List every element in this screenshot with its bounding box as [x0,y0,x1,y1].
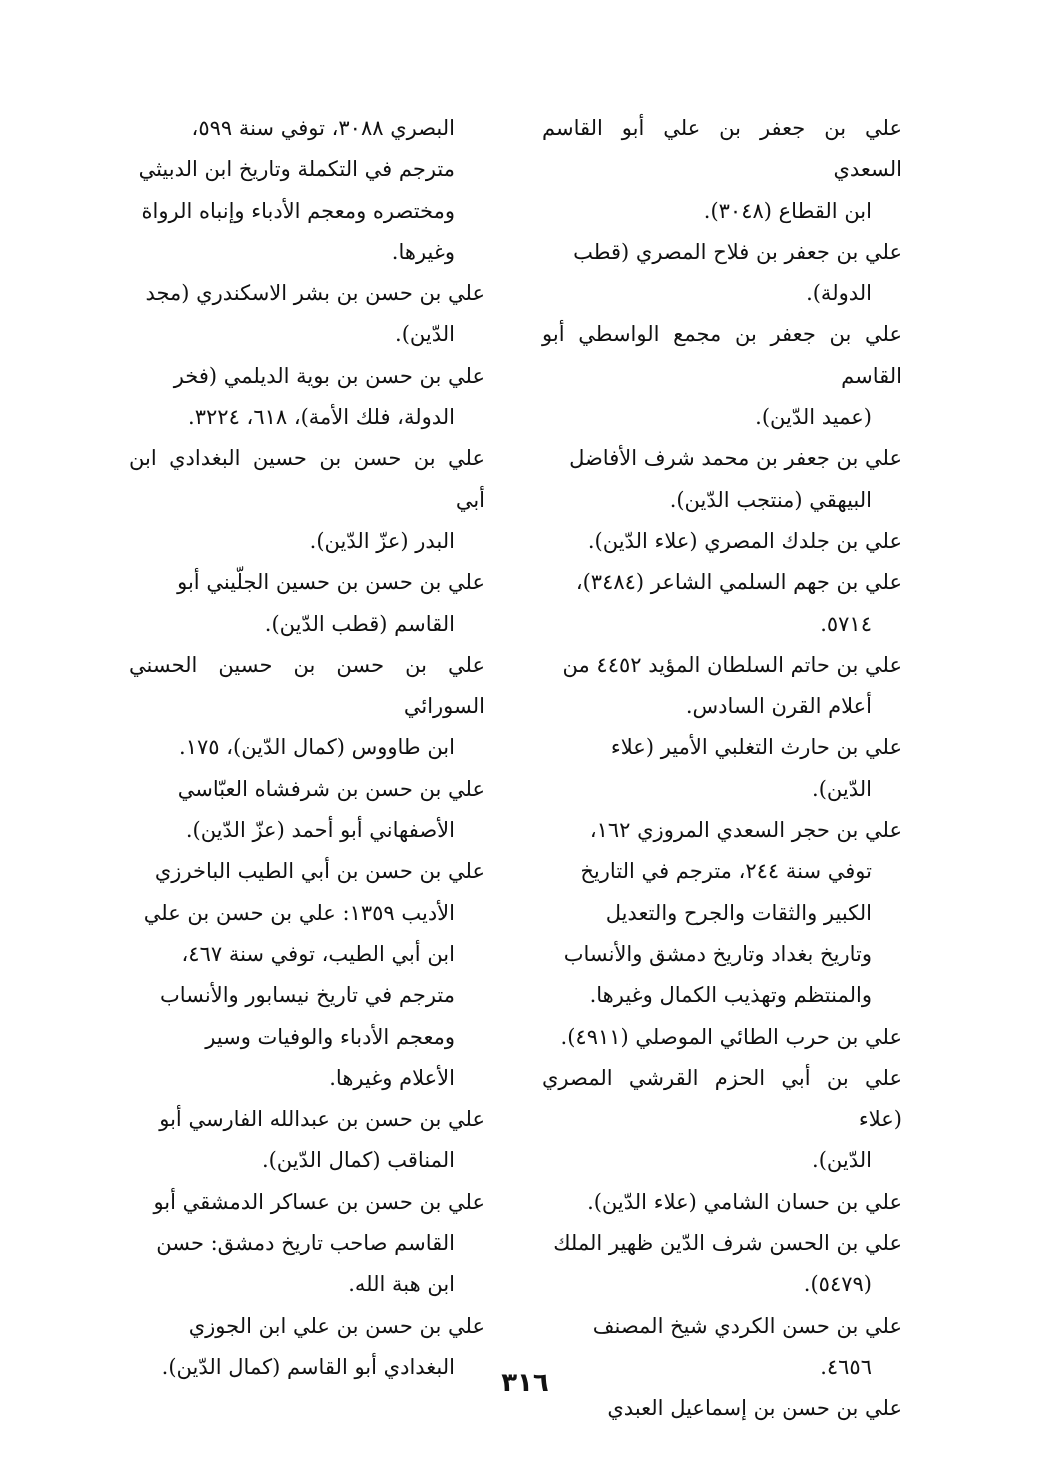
entry-continuation-line: الدّين). [395,322,455,347]
index-entry [542,727,902,810]
entry-continuation-line: (٥٤٧٩). [803,1272,872,1297]
entry-continuation-line: مترجم في تاريخ نيسابور والأنساب [159,983,455,1008]
entry-continuation-line: القاسم صاحب تاريخ دمشق: حسن [156,1231,455,1256]
entry-continuation-line: أعلام القرن السادس. [685,694,872,719]
entry-continuation-line: الدولة، فلك الأمة)، ٦١٨، ٣٢٢٤. [188,405,455,430]
entry-continuation-line: والمنتظم وتهذيب الكمال وغيرها. [589,983,872,1008]
index-entry [129,562,485,645]
index-entry [542,810,902,1016]
entry-continuation-line: ٥٧١٤. [820,611,872,636]
entry-continuation-line: البغدادي أبو القاسم (كمال الدّين). [161,1354,455,1379]
entry-heading-line: علي بن حسان الشامي (علاء الدّين). [587,1189,902,1214]
entry-heading-line: علي بن حرب الطائي الموصلي (٤٩١١). [560,1024,902,1049]
entry-heading-line: علي بن جعفر بن فلاح المصري (قطب [573,239,902,264]
index-entry [129,769,485,852]
entry-continuation-line: مترجم في التكملة وتاريخ ابن الدبيثي [138,157,455,182]
entry-heading-line: علي بن حسن بن حسين البغدادي ابن أبي [129,446,485,512]
entry-heading-line: علي بن حسن بن حسين الحسني السورائي [129,652,485,719]
index-entry [542,645,902,728]
entry-heading-line: علي بن أبي الحزم القرشي المصري (علاء [542,1065,902,1132]
entry-heading-line: علي بن حاتم السلطان المؤيد ٤٤٥٢ من [562,652,902,677]
entry-heading-line: علي بن حسن الكردي شيخ المصنف [592,1313,902,1338]
entry-heading-line: علي بن جعفر بن محمد شرف الأفاضل [569,446,902,471]
entry-heading-line: علي بن جعفر بن مجمع الواسطي أبو القاسم [542,322,902,388]
entry-continuation-line: البصري ٣٠٨٨، توفي سنة ٥٩٩، [191,116,455,140]
entry-heading-line: علي بن حسن بن عبدالله الفارسي أبو [159,1107,485,1132]
index-entry [129,851,485,1099]
entry-continuation-line: ومعجم الأدباء والوفيات وسير [205,1024,455,1049]
index-entry [542,1058,902,1182]
entry-heading-line: علي بن جعفر بن علي أبو القاسم السعدي [542,116,902,182]
index-entry [542,314,902,438]
index-entry [542,521,902,562]
entry-continuation-line: الدّين). [812,1148,872,1173]
index-entry [129,356,485,439]
entry-continuation-line: ابن طاووس (كمال الدّين)، ١٧٥. [179,735,455,760]
entry-heading-line: علي بن حسن بن حسين الجلّيني أبو [177,570,485,595]
index-entry [129,438,485,562]
entry-continuation-line: البيهقي (منتجب الدّين). [669,487,872,512]
entry-continuation-line: ومختصره ومعجم الأدباء وإنباه الرواة [141,198,455,223]
entry-heading-line: علي بن جلدك المصري (علاء الدّين). [587,528,902,553]
entry-heading-line: علي بن حسن بن إسماعيل العبدي [607,1396,902,1421]
entry-heading-line: علي بن حسن بن بوية الديلمي (فخر [173,363,485,388]
entry-heading-line: علي بن حسن بن بشر الاسكندري (مجد [145,281,485,306]
entry-continuation-line: المناقب (كمال الدّين). [261,1148,455,1173]
entry-continuation-line: وتاريخ بغداد وتاريخ دمشق والأنساب [563,941,872,966]
index-entry [129,273,485,356]
entry-continuation-line: القاسم (قطب الدّين). [264,611,455,636]
index-entry [542,438,902,521]
left-column [129,108,485,1388]
index-entry [129,645,485,769]
entry-heading-line: علي بن جهم السلمي الشاعر (٣٤٨٤)، [575,570,902,595]
right-column [542,108,902,1430]
index-entry [542,232,902,315]
entry-continuation-line: الدولة). [806,281,872,306]
entry-continuation-line: توفي سنة ٢٤٤، مترجم في التاريخ [580,859,872,884]
index-entry [129,108,485,273]
entry-continuation-line: ابن القطاع (٣٠٤٨). [703,198,872,223]
index-entry [542,1182,902,1223]
entry-heading-line: علي بن حسن بن شرفشاه العبّاسي [177,776,485,801]
index-entry [542,1017,902,1058]
entry-continuation-line: الأعلام وغيرها. [329,1065,455,1090]
entry-heading-line: علي بن حسن بن علي ابن الجوزي [188,1313,485,1338]
entry-continuation-line: ٤٦٥٦. [820,1354,872,1379]
entry-continuation-line: ابن هبة الله. [348,1272,455,1297]
entry-heading-line: علي بن حارث التغلبي الأمير (علاء [610,735,902,760]
entry-continuation-line: البدر (عزّ الدّين). [309,528,455,553]
entry-continuation-line: ابن أبي الطيب، توفي سنة ٤٦٧، [181,941,455,966]
entry-continuation-line: الأديب ١٣٥٩: علي بن حسن بن علي [143,900,455,925]
page-number: ٣١٦ [501,1368,549,1398]
entry-heading-line: علي بن حجر السعدي المروزي ١٦٢، [589,818,902,843]
entry-continuation-line: الدّين). [812,776,872,801]
entry-continuation-line: الكبير والثقات والجرح والتعديل [605,900,872,925]
entry-heading-line: علي بن الحسن شرف الدّين ظهير الملك [553,1231,902,1256]
index-entry [129,1099,485,1182]
index-entry [129,1182,485,1306]
index-entry [542,562,902,645]
entry-heading-line: علي بن حسن بن أبي الطيب الباخرزي [154,859,485,884]
entry-continuation-line: وغيرها. [391,239,455,264]
index-entry [542,1223,902,1306]
index-entry [542,108,902,232]
entry-continuation-line: الأصفهاني أبو أحمد (عزّ الدّين). [185,818,455,843]
entry-heading-line: علي بن حسن بن عساكر الدمشقي أبو [153,1189,485,1214]
entry-continuation-line: (عميد الدّين). [755,405,872,430]
